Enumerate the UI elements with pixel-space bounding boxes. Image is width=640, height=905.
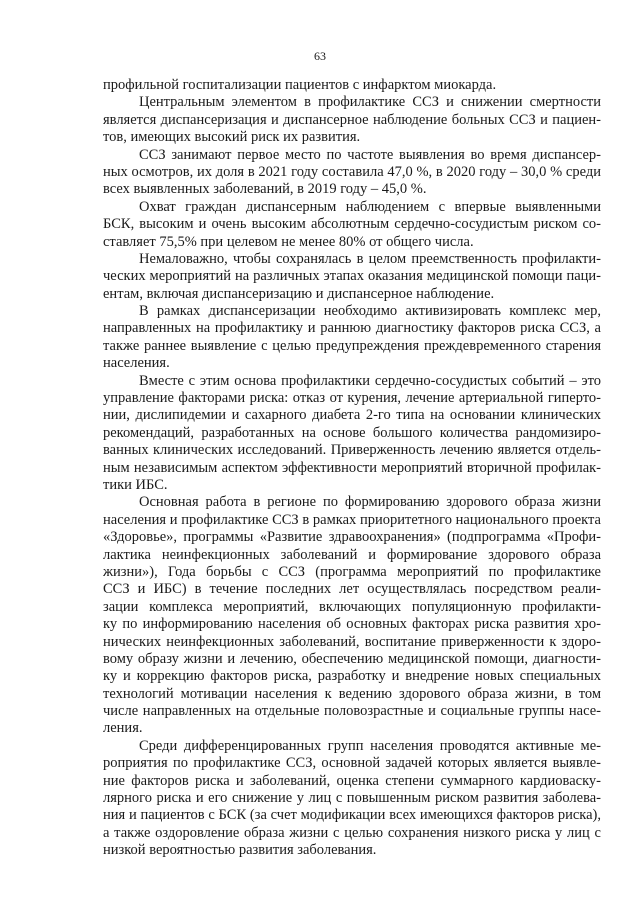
text-line: ССЗ занимают первое место по частоте выявления во время диспансер- xyxy=(139,146,601,163)
text-line: ставляет 75,5% при целевом не менее 80% от общего числа. xyxy=(103,233,474,250)
paragraph xyxy=(103,147,601,199)
text-line: нических неинфекционных заболеваний, воспитание приверженности к здоро- xyxy=(103,633,601,650)
paragraph xyxy=(103,94,601,146)
text-line: также раннее выявление с целью предупреждения преждевременного старения xyxy=(103,337,601,354)
text-line: всех выявленных заболеваний, в 2019 году – 45,0 %. xyxy=(103,181,427,198)
text-line: Центральным элементом в профилактике ССЗ и снижении смертности xyxy=(139,94,601,111)
paragraph xyxy=(103,77,601,94)
text-line: зации комплекса мероприятий, включающих популяционную профилакти- xyxy=(103,598,601,615)
paragraph xyxy=(103,303,601,373)
text-line: Немаловажно, чтобы сохранялась в целом преемственность профилакти- xyxy=(139,250,601,267)
text-line: ческих мероприятий на различных этапах оказания медицинской помощи паци- xyxy=(103,268,601,285)
text-line: ентам, включая диспансеризацию и диспансерное наблюдение. xyxy=(103,285,495,302)
text-line: профильной госпитализации пациентов с инфарктом миокарда. xyxy=(103,77,497,93)
text-line: населения и профилактике ССЗ в рамках приоритетного национального проекта xyxy=(103,511,601,528)
text-line: ние факторов риска и заболеваний, оценка степени суммарного кардиоваску- xyxy=(103,772,601,789)
text-line: технологий мотивации населения к ведению здорового образа жизни, в том xyxy=(103,685,601,702)
text-line: В рамках диспансеризации необходимо активизировать комплекс мер, xyxy=(139,303,601,320)
document-body xyxy=(103,77,601,860)
text-line: ным независимым аспектом эффективности мероприятий вторичной профилак- xyxy=(103,459,601,476)
text-line: жизни»), Года борьбы с ССЗ (программа мероприятий по профилактике xyxy=(103,563,601,580)
text-line: лактика неинфекционных заболеваний и формирование здорового образа xyxy=(103,546,601,563)
text-line: Вместе с этим основа профилактики сердечно-сосудистых событий – это xyxy=(139,372,601,389)
text-line: лярного риска и его снижение у лиц с повышенным риском развития заболева- xyxy=(103,790,601,807)
text-line: ния и пациентов с БСК (за счет модификации всех имеющихся факторов риска), xyxy=(103,807,601,824)
text-line: роприятия по профилактике ССЗ, основной задачей которых является выявле- xyxy=(103,755,601,772)
text-line: а также оздоровление образа жизни с целью сохранения низкого риска у лиц с xyxy=(103,824,601,841)
text-line: рекомендаций, разработанных на основе большого количества рандомизиро- xyxy=(103,424,601,441)
paragraph xyxy=(103,199,601,251)
text-line: ку и коррекцию факторов риска, разработку и внедрение новых специальных xyxy=(103,668,601,685)
text-line: Среди дифференцированных групп населения проводятся активные ме- xyxy=(139,737,601,754)
text-line: ных осмотров, их доля в 2021 году составила 47,0 %, в 2020 году – 30,0 % среди xyxy=(103,163,601,180)
text-line: направленных на профилактику и раннюю диагностику факторов риска ССЗ, а xyxy=(103,320,601,337)
text-line: Охват граждан диспансерным наблюдением с впервые выявленными xyxy=(139,198,601,215)
text-line: населения. xyxy=(103,355,170,372)
paragraph xyxy=(103,373,601,495)
text-line: вому образу жизни и лечению, обеспечению медицинской помощи, диагности- xyxy=(103,650,601,667)
text-line: управление факторами риска: отказ от курения, лечение артериальной гиперто- xyxy=(103,390,601,407)
paragraph xyxy=(103,738,601,860)
text-line: ССЗ и ИБС) в течение последних лет осуществлялась посредством реали- xyxy=(103,581,601,598)
text-line: «Здоровье», программы «Развитие здравоохранения» (подпрограмма «Профи- xyxy=(103,529,601,546)
text-line: числе направленных на отдельные половозрастные и социальные группы насе- xyxy=(103,703,601,720)
text-line: тов, имеющих высокий риск их развития. xyxy=(103,129,361,146)
text-line: нии, дислипидемии и сахарного диабета 2-го типа на основании клинических xyxy=(103,407,601,424)
page-number: 63 xyxy=(314,49,326,63)
text-line: Основная работа в регионе по формированию здорового образа жизни xyxy=(139,494,601,511)
text-line: БСК, высоким и очень высоким абсолютным сердечно-сосудистым риском со- xyxy=(103,216,601,233)
text-line: тики ИБС. xyxy=(103,476,168,493)
paragraph xyxy=(103,251,601,303)
text-line: низкой вероятностью развития заболевания. xyxy=(103,842,377,859)
text-line: ку по информированию населения об основных факторах риска развития хро- xyxy=(103,616,601,633)
text-line: ления. xyxy=(103,720,143,737)
text-line: является диспансеризация и диспансерное наблюдение больных ССЗ и пациен- xyxy=(103,111,601,128)
text-line: ванных клинических исследований. Приверженность лечению является отдель- xyxy=(103,442,601,459)
paragraph xyxy=(103,494,601,737)
